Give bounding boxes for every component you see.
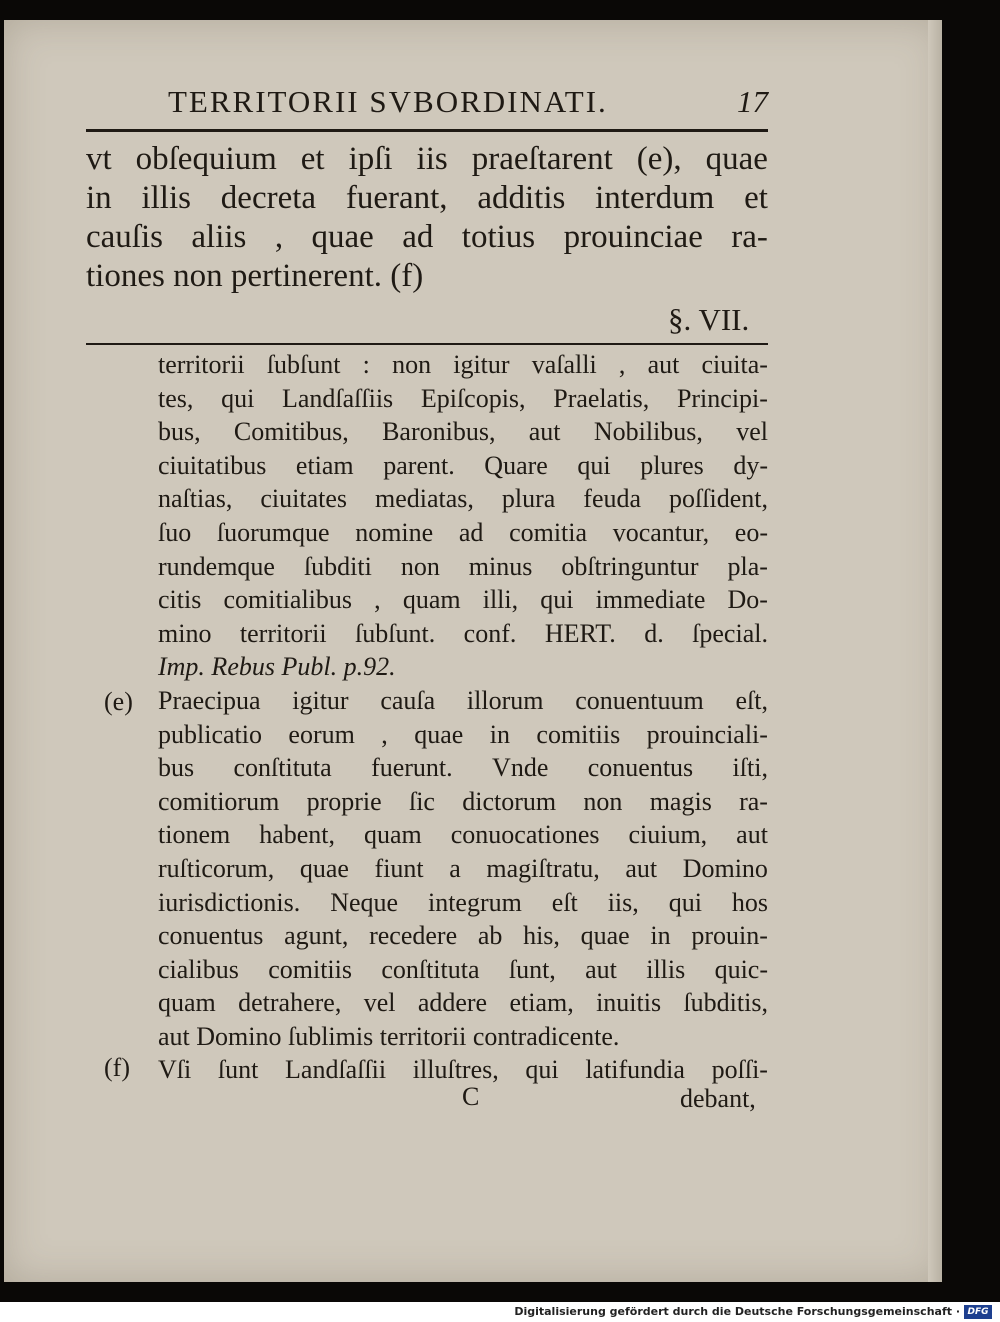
word: qui [525, 1055, 559, 1085]
word: comitiorum [158, 786, 280, 816]
main-text-line [86, 218, 768, 257]
word: aut [647, 350, 680, 379]
word: a [449, 853, 461, 883]
word: quam [402, 585, 461, 615]
word: et [744, 180, 768, 216]
word: eſt, [735, 685, 768, 715]
word: conſtituta [381, 954, 480, 984]
word: prouinciae [563, 219, 703, 255]
word: poſſi- [711, 1055, 768, 1085]
main-text-line-text: tiones non pertinerent. (f) [86, 258, 424, 294]
word: qui [221, 383, 255, 413]
word: ſubditi [303, 551, 372, 581]
word: parent. [383, 450, 455, 480]
word: Vſi [158, 1055, 192, 1085]
word: fuerunt. [371, 753, 453, 783]
word: immediate [595, 585, 706, 615]
word: conuentus [158, 921, 264, 951]
word: conf. [463, 618, 517, 648]
word: Do- [727, 585, 768, 615]
word: decreta [220, 180, 317, 216]
word: , [381, 719, 388, 749]
word: ciuium, [628, 820, 708, 850]
word: comitiis [268, 954, 352, 984]
word: iurisdictionis. [158, 887, 301, 917]
word: ſic [408, 786, 435, 816]
word: ad [458, 517, 484, 547]
word: comitiis [536, 719, 621, 749]
word: vel [736, 417, 768, 447]
word: quam [364, 820, 422, 850]
word: iſti, [732, 753, 768, 783]
word: magis [649, 786, 712, 816]
word: quam [158, 988, 216, 1018]
word: dictorum [462, 786, 557, 816]
word: aut [585, 954, 617, 984]
word: aut [736, 820, 768, 850]
word: vocantur, [612, 517, 710, 547]
word: ſunt, [508, 954, 556, 984]
main-text-line [86, 179, 768, 218]
footnote-e-line [158, 751, 768, 785]
word: HERT. [544, 618, 616, 648]
word: cauſa [380, 685, 436, 715]
footnote-line [158, 650, 768, 684]
word: (e), [636, 141, 682, 177]
word: his, [523, 921, 560, 951]
word: ruſticorum, [158, 853, 275, 883]
word: ſubditis, [683, 988, 768, 1018]
footnote-line [158, 516, 768, 550]
word: quae [311, 219, 374, 255]
footnote-line [158, 550, 768, 584]
word: rundemque [158, 551, 275, 581]
footnotes-block [158, 348, 768, 1087]
word: bus [158, 753, 195, 783]
footnote-line [158, 415, 768, 449]
footnote-separator-rule [86, 343, 768, 345]
word: minus [468, 551, 533, 581]
word: ipſi [348, 141, 393, 177]
word: igitur [292, 685, 349, 715]
footnote-line [158, 382, 768, 416]
word: Nobilibus, [593, 417, 703, 447]
word: recedere [369, 921, 458, 951]
word: ſubſunt. [355, 618, 436, 648]
word: iis [416, 141, 448, 177]
footnote-line-text: aut Domino ſublimis territorii contradicente. [158, 1021, 620, 1051]
word: illuſtres, [412, 1055, 499, 1085]
word: comitialibus [223, 585, 353, 615]
word: magiſtratu, [486, 853, 600, 883]
word: illis [646, 954, 686, 984]
main-text-line [86, 140, 768, 179]
footnote-e-line [158, 785, 768, 819]
word: ra- [731, 219, 768, 255]
catchword: debant, [680, 1084, 756, 1113]
word: quae [299, 853, 349, 883]
word: mediatas, [374, 484, 474, 514]
word: Baronibus, [382, 417, 496, 447]
word: iis, [607, 887, 639, 917]
word: vt [86, 141, 112, 177]
dfg-logo-icon: DFG [964, 1305, 992, 1319]
word: ſpecial. [692, 618, 768, 648]
word: interdum [595, 180, 715, 216]
word: Comitibus, [233, 417, 349, 447]
word: latifundia [585, 1055, 685, 1085]
word: Domino [682, 853, 768, 883]
word: obſequium [135, 141, 277, 177]
word: praeſtarent [471, 141, 613, 177]
word: qui [540, 585, 574, 615]
footnote-e-line [158, 986, 768, 1020]
word: conuentuum [575, 685, 704, 715]
funding-credit: Digitalisierung gefördert durch die Deutsche Forschungsgemeinschaft · [514, 1305, 960, 1318]
word: conuentus [587, 753, 694, 783]
word: illis [141, 180, 191, 216]
word: quae [580, 921, 630, 951]
footnote-e-line [158, 718, 768, 752]
word: territorii [158, 350, 245, 379]
word: non [400, 551, 440, 581]
word: Epiſcopis, [420, 383, 526, 413]
footnote-line-text: Imp. Rebus Publ. p.92. [158, 652, 396, 682]
word: vel [363, 988, 396, 1018]
word: etiam [295, 450, 354, 480]
main-text-line [86, 257, 768, 296]
word: igitur [453, 350, 510, 379]
word: ab [477, 921, 503, 951]
word: plures [640, 450, 704, 480]
footnote-e-line [158, 886, 768, 920]
word: territorii [239, 618, 327, 648]
word: mino [158, 618, 212, 648]
word: ciuitates [260, 484, 347, 514]
word: cauſis [86, 219, 163, 255]
footnote-e-line [158, 953, 768, 987]
page-number: 17 [737, 84, 768, 119]
word: et [300, 141, 325, 177]
word: : [362, 350, 370, 379]
word: fuerant, [345, 180, 448, 216]
word: detrahere, [238, 988, 342, 1018]
word: ra- [739, 786, 768, 816]
word: quae [705, 141, 768, 177]
word: in [86, 180, 112, 216]
footnote-e-line [158, 1020, 768, 1054]
word: conuocationes [450, 820, 600, 850]
section-mark: §. VII. [668, 302, 750, 337]
word: d. [644, 618, 664, 648]
word: feuda [583, 484, 642, 514]
word: cialibus [158, 954, 239, 984]
word: prouin- [691, 921, 768, 951]
word: addere [417, 988, 488, 1018]
footnote-e-line [158, 919, 768, 953]
word: nomine [355, 517, 434, 547]
word: illi, [482, 585, 519, 615]
header-rule [86, 129, 768, 132]
word: Vnde [492, 753, 549, 783]
word: poſſident, [669, 484, 768, 514]
word: ad [402, 219, 434, 255]
word: quic- [714, 954, 768, 984]
word: tionem [158, 820, 231, 850]
word: integrum [427, 887, 522, 917]
footnote-line [158, 348, 768, 382]
word: qui [668, 887, 702, 917]
word: agunt, [284, 921, 349, 951]
footnote-line [158, 617, 768, 651]
word: comitia [509, 517, 588, 547]
word: conſtituta [233, 753, 332, 783]
word: bus, [158, 417, 201, 447]
footnote-f-label: (f) [104, 1053, 130, 1082]
running-head: TERRITORII SVBORDINATI. [168, 84, 608, 119]
word: habent, [259, 820, 336, 850]
word: Principi- [676, 383, 768, 413]
word: dy- [733, 450, 768, 480]
main-text-block [86, 140, 768, 296]
word: in [650, 921, 671, 951]
word: plura [501, 484, 556, 514]
signature-mark: C [462, 1082, 480, 1111]
word: totius [461, 219, 536, 255]
word: ſuo [158, 517, 192, 547]
word: Landſaſſii [285, 1055, 387, 1085]
word: naſtias, [158, 484, 233, 514]
word: ſubſunt [266, 350, 341, 379]
footer-bar [0, 1302, 1000, 1322]
word: inuitis [596, 988, 662, 1018]
word: eo- [734, 517, 768, 547]
word: etiam, [509, 988, 574, 1018]
word: in [489, 719, 510, 749]
footnote-e-line [158, 818, 768, 852]
word: Quare [484, 450, 548, 480]
word: , [274, 219, 284, 255]
word: aut [528, 417, 561, 447]
footnote-e-line [158, 852, 768, 886]
word: illorum [466, 685, 544, 715]
word: Praelatis, [553, 383, 650, 413]
word: , [374, 585, 381, 615]
footnote-e-label: (e) [104, 687, 133, 716]
word: quae [414, 719, 464, 749]
word: Praecipua [158, 685, 261, 715]
word: non [583, 786, 623, 816]
footnote-line [158, 482, 768, 516]
word: eorum [288, 719, 355, 749]
word: prouinciali- [646, 719, 768, 749]
word: hos [731, 887, 768, 917]
word: qui [577, 450, 611, 480]
word: ciuita- [701, 350, 768, 379]
word: fiunt [374, 853, 424, 883]
footnote-line [158, 449, 768, 483]
word: proprie [306, 786, 382, 816]
word: ciuitatibus [158, 450, 267, 480]
word: publicatio [158, 719, 262, 749]
word: ſuorumque [216, 517, 330, 547]
word: , [618, 350, 626, 379]
word: aliis [191, 219, 247, 255]
word: obſtringuntur [561, 551, 699, 581]
word: Landſaſſiis [281, 383, 394, 413]
word: tes, [158, 383, 194, 413]
word: non [392, 350, 432, 379]
word: vaſalli [531, 350, 597, 379]
word: additis [477, 180, 566, 216]
word: ſunt [217, 1055, 259, 1085]
word: pla- [727, 551, 768, 581]
word: aut [625, 853, 658, 883]
footnote-e-line [158, 684, 768, 718]
footnote-line [158, 583, 768, 617]
word: Neque [330, 887, 399, 917]
word: eſt [551, 887, 578, 917]
word: citis [158, 585, 202, 615]
